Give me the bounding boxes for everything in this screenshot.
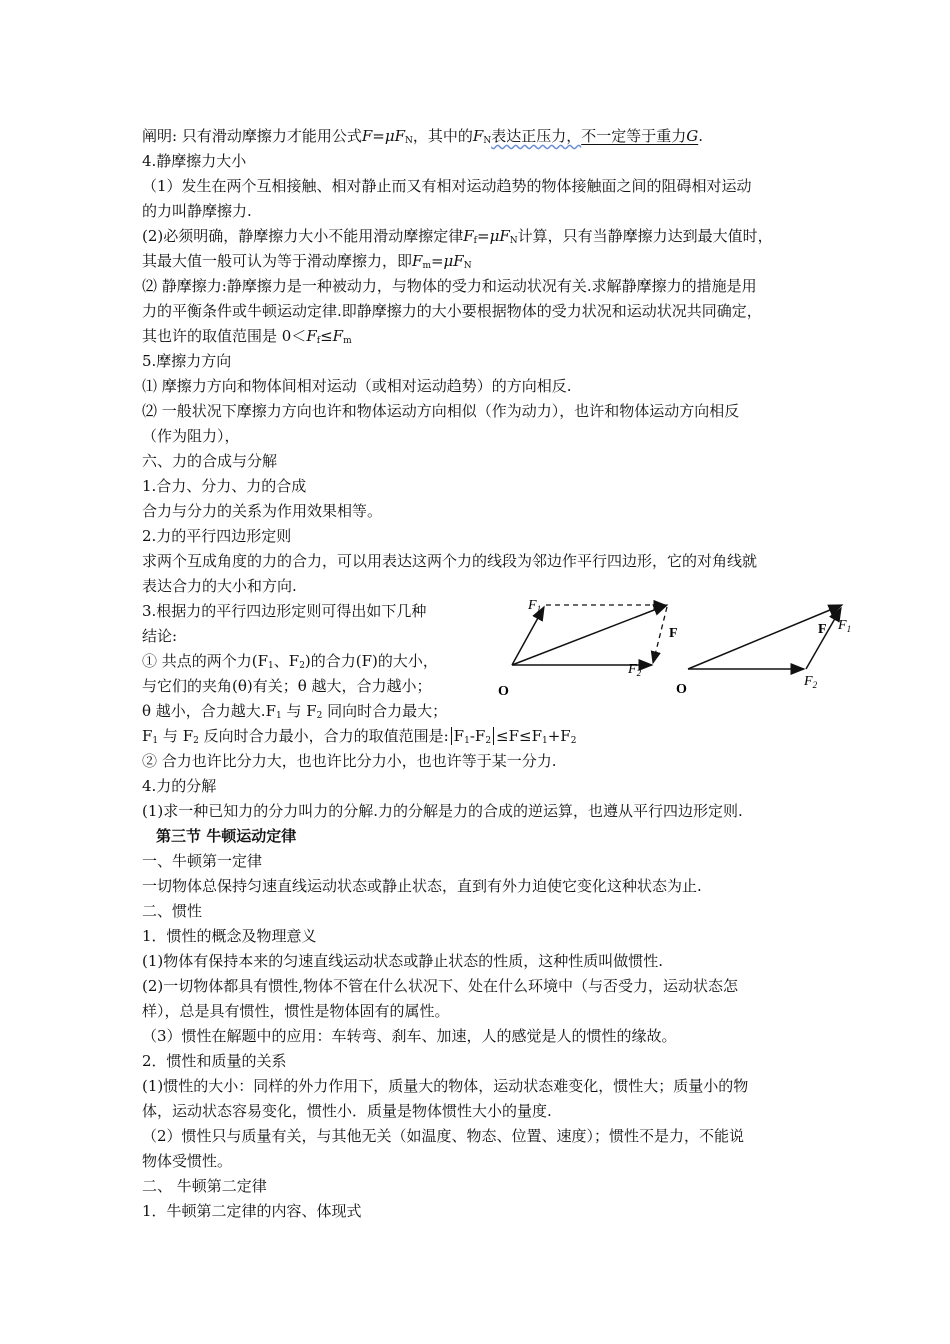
- paragraph-line: ⑵ 一般状况下摩擦力方向也许和物体运动方向相似（作为动力），也许和物体运动方向相反: [142, 402, 740, 420]
- heading-second-law-content: 1．牛顿第二定律的内容、体现式: [142, 1202, 362, 1220]
- paragraph-line: 样），总是具有惯性，惯性是物体固有的属性。: [142, 1002, 450, 1020]
- paragraph-line: 其也许的取值范围是 $0<F_f\le F_m$: [142, 327, 352, 346]
- paragraph-line: （1）发生在两个互相接触、相对静止而又有相对运动趋势的物体接触面之间的阻碍相对运动: [142, 177, 752, 195]
- paragraph-line: （作为阻力），: [142, 427, 240, 445]
- paragraph-line: 一切物体总保持匀速直线运动状态或静止状态，直到有外力迫使它变化这种状态为止.: [142, 877, 702, 895]
- heading-force-decomposition: 4.力的分解: [142, 777, 217, 795]
- paragraph-line: （2）惯性只与质量有关，与其他无关（如温度、物态、位置、速度）；惯性不是力，不能说: [142, 1127, 745, 1145]
- heading-inertia-concept: 1．惯性的概念及物理意义: [142, 927, 317, 945]
- conclusions-with-diagrams: [142, 599, 852, 724]
- heading-inertia-mass: 2．惯性和质量的关系: [142, 1052, 287, 1070]
- heading-friction-direction: 5.摩擦力方向: [142, 352, 232, 370]
- label-f-resultant: F: [818, 622, 827, 637]
- triangle-diagram: [676, 605, 851, 697]
- paragraph-line: 3.根据力的平行四边形定则可得出如下几种: [142, 602, 427, 620]
- paragraph-line: 合力与分力的关系为作用效果相等。: [142, 502, 383, 520]
- paragraph-line: 其最大值一般可认为等于滑动摩擦力，即$F_m=\mu F_N$: [142, 252, 472, 271]
- paragraph-line: （3）惯性在解题中的应用：车转弯、刹车、加速，人的感觉是人的惯性的缘故。: [142, 1027, 677, 1045]
- label-origin: O: [676, 682, 687, 697]
- heading-static-friction-size: 4.静摩擦力大小: [142, 152, 247, 170]
- paragraph-line: (1)惯性的大小：同样的外力作用下，质量大的物体，运动状态难变化，惯性大；质量小的物: [142, 1077, 749, 1095]
- paragraph-line: (1)物体有保持本来的匀速直线运动状态或静止状态的性质，这种性质叫做惯性.: [142, 952, 664, 970]
- paragraph-line: 物体受惯性。: [142, 1152, 233, 1170]
- paragraph-line: ⑴ 摩擦力方向和物体间相对运动（或相对运动趋势）的方向相反.: [142, 377, 572, 395]
- paragraph-line: (2)一切物体都具有惯性,物体不管在什么状况下、处在什么环境中（与否受力，运动状态怎: [142, 977, 739, 995]
- paragraph-line: 的力叫静摩擦力.: [142, 202, 252, 220]
- vector-resultant-arrow: [512, 605, 667, 665]
- vector-f1-arrow: [512, 607, 544, 665]
- conclusions-text: [142, 599, 482, 724]
- label-f1: $F_1$: [838, 618, 852, 634]
- paragraph-line: ② 合力也许比分力大，也也许比分力小，也也许等于某一分力.: [142, 752, 557, 770]
- heading-resultant-force: 1.合力、分力、力的合成: [142, 477, 307, 495]
- paragraph-line: (2)必须明确，静摩擦力大小不能用滑动摩擦定律$F_f=\mu F_N$计算，只有当静摩擦力达到最大值时，: [142, 227, 773, 246]
- label-f2: $F_2$: [804, 674, 818, 690]
- paragraph-line: ⑵ 静摩擦力:静摩擦力是一种被动力，与物体的受力和运动状况有关.求解静摩擦力的措施是用: [142, 277, 757, 295]
- paragraph-line: 求两个互成角度的力的合力，可以用表达这两个力的线段为邻边作平行四边形，它的对角线就: [142, 552, 758, 570]
- paragraph-line: 体，运动状态容易变化，惯性小．质量是物体惯性大小的量度.: [142, 1102, 552, 1120]
- parallelogram-diagrams: [492, 599, 852, 709]
- heading-parallelogram-rule: 2.力的平行四边形定则: [142, 527, 292, 545]
- parallelogram-diagram-complete: [498, 599, 678, 699]
- paragraph-line: 力的平衡条件或牛顿运动定律.即静摩擦力的大小要根据物体的受力状况和运动状况共同确定，: [142, 302, 762, 320]
- heading-inertia: 二、惯性: [142, 902, 203, 920]
- label-f2: $F_2$: [628, 662, 642, 678]
- dashed-parallel-side: [653, 607, 667, 663]
- heading-force-composition: 六、力的合成与分解: [142, 452, 278, 470]
- label-f-resultant: F: [669, 626, 678, 641]
- absolute-bar: [493, 727, 494, 745]
- paragraph-line: 表达合力的大小和方向.: [142, 577, 297, 595]
- document-page: [142, 124, 852, 1224]
- underlined-phrase: 不一定等于重力G: [581, 127, 699, 145]
- paragraph-line-range: $F_1$ 与 $F_2$ 反向时合力最小，合力的取值范围是: $F_1-F_2 \le F\le F_1+F_2$: [142, 727, 577, 746]
- label-origin: O: [498, 684, 509, 699]
- paragraph-line: 结论:: [142, 627, 178, 645]
- paragraph-line: θ 越小，合力越大$.F_1$ 与 $F_2$ 同向时合力最大；: [142, 702, 448, 721]
- vector-resultant-arrow: [688, 605, 842, 669]
- paragraph-line: (1)求一种已知力的分力叫力的分解.力的分解是力的合成的逆运算，也遵从平行四边形定则.: [142, 802, 743, 820]
- heading-newton-second-law: 二、 牛顿第二定律: [142, 1177, 267, 1195]
- line-note-sliding-friction: 阐明: 只有滑动摩擦力才能用公式$F=\mu F_N$，其中的$F_N$表达正压力，不一定等于重力G.: [142, 127, 703, 146]
- heading-newton-first-law: 一、牛顿第一定律: [142, 852, 263, 870]
- section-title-newton-laws: 第三节 牛顿运动定律: [156, 827, 297, 845]
- absolute-bar: [451, 727, 452, 745]
- paragraph-line: 与它们的夹角(θ)有关；θ 越大，合力越小；: [142, 677, 432, 695]
- label-f1: $F_1$: [528, 599, 542, 614]
- paragraph-line: ① 共点的两个力($F_1$、$F_2$)的合力(F)的大小，: [142, 652, 438, 671]
